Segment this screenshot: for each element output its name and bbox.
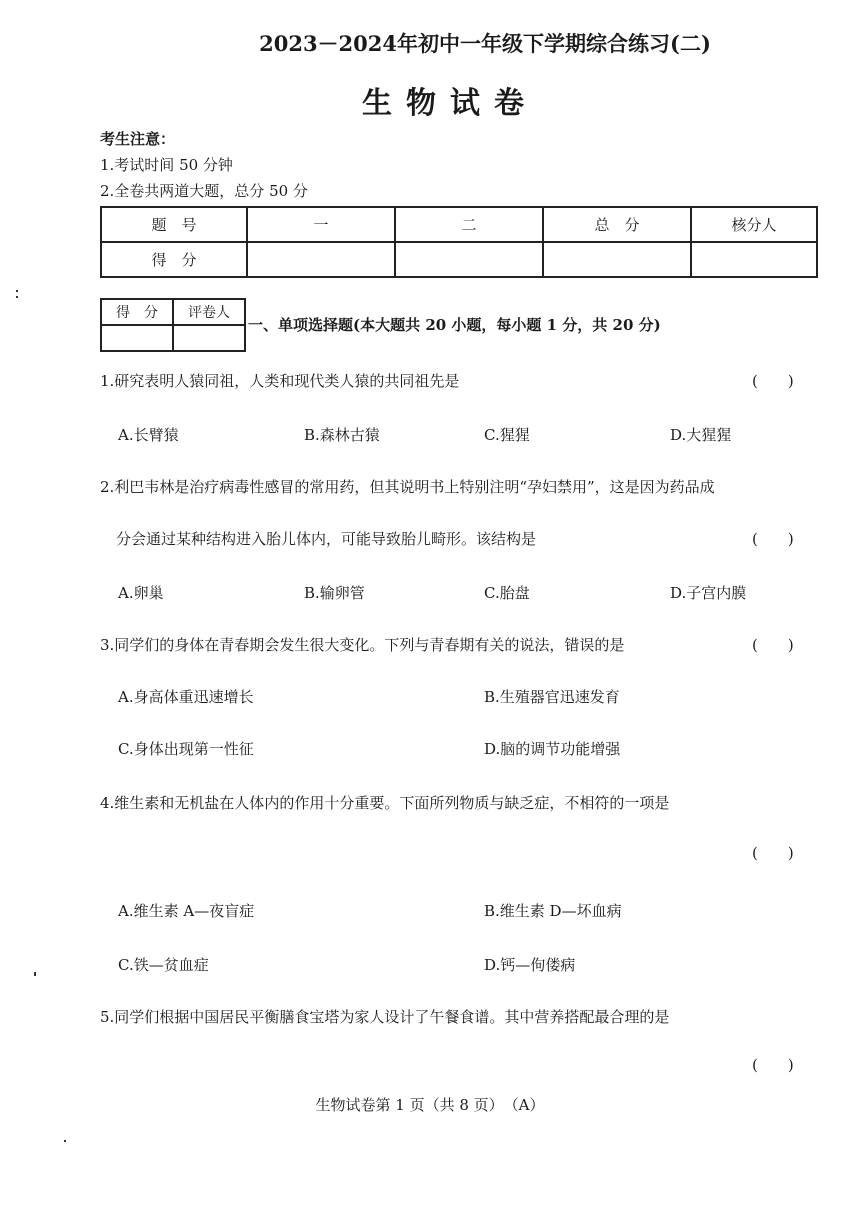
option: A.卵巢 (118, 584, 164, 602)
score-table-header-cell: 一 (247, 207, 395, 242)
exam-title: 2023－2024年初中一年级下学期综合练习(二) (259, 31, 711, 56)
section-heading: 一、单项选择题(本大题共 20 小题，每小题 1 分，共 20 分) (248, 316, 661, 334)
option: B.生殖器官迅速发育 (484, 688, 620, 706)
score-table-row-label: 得 分 (101, 242, 247, 277)
question-stem: 3.同学们的身体在青春期会发生很大变化。下列与青春期有关的说法，错误的是 (100, 636, 625, 654)
option: D.大猩猩 (670, 426, 732, 444)
option: B.森林古猿 (304, 426, 380, 444)
score-table-header-cell: 核分人 (691, 207, 817, 242)
grader-box-label: 得 分 (101, 299, 173, 325)
score-table-header-cell: 二 (395, 207, 543, 242)
score-table-header-cell: 题 号 (101, 207, 247, 242)
option: A.维生素 A—夜盲症 (118, 902, 255, 920)
option: C.胎盘 (484, 584, 530, 602)
score-cell[interactable] (691, 242, 817, 277)
option: D.钙—佝偻病 (484, 956, 576, 974)
notice-heading: 考生注意： (100, 130, 176, 148)
score-cell[interactable] (395, 242, 543, 277)
scan-speck (16, 290, 18, 292)
answer-paren: ( ) (752, 1056, 794, 1074)
score-cell[interactable] (247, 242, 395, 277)
score-table-header-cell: 总 分 (543, 207, 691, 242)
grader-name-cell[interactable] (173, 325, 245, 351)
scan-speck (34, 972, 36, 976)
question-stem: 4.维生素和无机盐在人体内的作用十分重要。下面所列物质与缺乏症，不相符的一项是 (100, 794, 670, 812)
answer-paren: ( ) (752, 844, 794, 862)
grader-box (100, 298, 246, 352)
question-stem-continued: 分会通过某种结构进入胎儿体内，可能导致胎儿畸形。该结构是 (116, 530, 537, 548)
answer-paren: ( ) (752, 530, 794, 548)
grader-box-label: 评卷人 (173, 299, 245, 325)
option: A.长臂猿 (118, 426, 179, 444)
answer-paren: ( ) (752, 636, 794, 654)
question-stem: 1.研究表明人猿同祖，人类和现代类人猿的共同祖先是 (100, 372, 460, 390)
option: C.身体出现第一性征 (118, 740, 254, 758)
exam-subject-title: 生物试卷 (362, 86, 538, 121)
score-cell[interactable] (543, 242, 691, 277)
option: C.猩猩 (484, 426, 530, 444)
answer-paren: ( ) (752, 372, 794, 390)
notice-item: 1.考试时间 50 分钟 (100, 156, 233, 174)
scan-speck (64, 1140, 66, 1142)
option: B.输卵管 (304, 584, 365, 602)
option: D.脑的调节功能增强 (484, 740, 621, 758)
score-table (100, 206, 818, 278)
option: D.子宫内膜 (670, 584, 747, 602)
grader-score-cell[interactable] (101, 325, 173, 351)
question-stem: 2.利巴韦林是治疗病毒性感冒的常用药，但其说明书上特别注明“孕妇禁用”，这是因为药品成 (100, 478, 715, 496)
option: B.维生素 D—坏血病 (484, 902, 622, 920)
option: A.身高体重迅速增长 (118, 688, 254, 706)
scan-speck (16, 296, 18, 298)
question-stem: 5.同学们根据中国居民平衡膳食宝塔为家人设计了午餐食谱。其中营养搭配最合理的是 (100, 1008, 670, 1026)
notice-item: 2.全卷共两道大题，总分 50 分 (100, 182, 308, 200)
page-footer: 生物试卷第 1 页（共 8 页） （A） (315, 1096, 545, 1114)
option: C.铁—贫血症 (118, 956, 209, 974)
